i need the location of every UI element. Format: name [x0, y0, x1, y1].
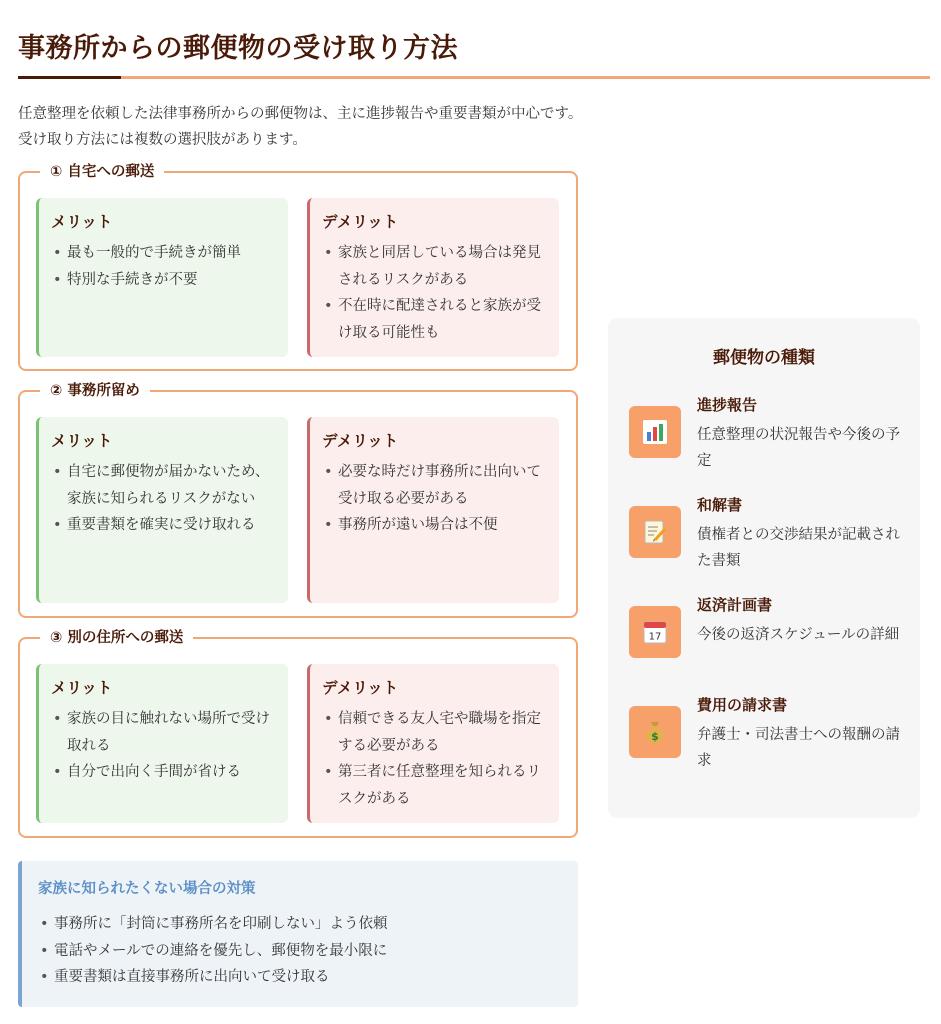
list-item: • 必要な時だけ事務所に出向いて受け取る必要がある — [322, 459, 547, 512]
mail-type-progress-report — [628, 394, 908, 484]
list-item: • 特別な手続きが不要 — [51, 267, 276, 294]
mail-types-sidebar — [608, 318, 920, 818]
money-bag-icon-glyph: $ — [651, 730, 659, 743]
list-item: • 家族と同居している場合は発見されるリスクがある — [322, 240, 547, 293]
sidebar-title: 郵便物の種類 — [713, 348, 815, 368]
method-label: ② 事務所留め — [40, 380, 150, 402]
mail-type-invoice — [628, 694, 908, 784]
list-item: • 家族の目に触れない場所で受け取れる — [51, 706, 276, 759]
list-item: • 第三者に任意整理を知られるリスクがある — [322, 759, 547, 812]
demerit-panel — [307, 664, 559, 823]
tips-title: 家族に知られたくない場合の対策 — [38, 881, 256, 897]
merit-panel — [36, 664, 288, 823]
mail-type-name: 返済計画書 — [697, 596, 773, 614]
mail-type-desc: 今後の返済スケジュールの詳細 — [697, 627, 900, 643]
demerit-title: デメリット — [322, 679, 399, 697]
page-title: 事務所からの郵便物の受け取り方法 — [18, 33, 458, 64]
merit-title: メリット — [51, 432, 113, 450]
merit-title: メリット — [51, 679, 113, 697]
mail-type-desc: 債権者との交渉結果が記載された書類 — [697, 527, 900, 569]
merit-title: メリット — [51, 213, 113, 231]
list-item: • 電話やメールでの連絡を優先し、郵便物を最小限に — [38, 938, 562, 965]
merit-list — [51, 706, 276, 786]
calendar-icon — [629, 606, 681, 658]
merit-panel — [36, 198, 288, 357]
money-bag-icon — [629, 706, 681, 758]
title-underline — [18, 76, 930, 79]
mail-type-name: 費用の請求書 — [697, 696, 788, 714]
bar-chart-icon — [629, 406, 681, 458]
list-item: • 不在時に配達されると家族が受け取る可能性も — [322, 293, 547, 346]
list-item: • 自分で出向く手間が省ける — [51, 759, 276, 786]
method-home-mail — [18, 164, 578, 371]
demerit-list — [322, 459, 547, 539]
demerit-title: デメリット — [322, 432, 399, 450]
mail-type-name: 和解書 — [697, 496, 743, 514]
intro-text: 任意整理を依頼した法律事務所からの郵便物は、主に進捗報告や重要書類が中心です。受け取り方法には複数の選択肢があります。 — [18, 106, 583, 148]
mail-type-name: 進捗報告 — [697, 396, 758, 414]
demerit-title: デメリット — [322, 213, 399, 231]
list-item: • 自宅に郵便物が届かないため、家族に知られるリスクがない — [51, 459, 276, 512]
method-alternate-address — [18, 630, 578, 838]
mail-type-repayment-plan — [628, 594, 908, 684]
list-item: • 事務所が遠い場合は不便 — [322, 512, 547, 539]
tips-list — [38, 911, 562, 991]
calendar-icon-glyph: 17 — [648, 631, 662, 643]
list-item: • 重要書類は直接事務所に出向いて受け取る — [38, 964, 562, 991]
memo-icon — [629, 506, 681, 558]
method-label: ① 自宅への郵送 — [40, 161, 164, 183]
mail-type-settlement — [628, 494, 908, 584]
merit-list — [51, 459, 276, 539]
list-item: • 最も一般的で手続きが簡単 — [51, 240, 276, 267]
method-office-hold — [18, 383, 578, 618]
mail-type-desc: 弁護士・司法書士への報酬の請求 — [697, 727, 900, 769]
method-label: ③ 別の住所への郵送 — [40, 627, 193, 649]
title-underline-accent — [18, 76, 121, 79]
privacy-tips-box — [18, 861, 578, 1007]
list-item: • 重要書類を確実に受け取れる — [51, 512, 276, 539]
merit-list — [51, 240, 276, 293]
demerit-panel — [307, 198, 559, 357]
demerit-panel — [307, 417, 559, 603]
list-item: • 信頼できる友人宅や職場を指定する必要がある — [322, 706, 547, 759]
demerit-list — [322, 240, 547, 346]
demerit-list — [322, 706, 547, 812]
mail-type-desc: 任意整理の状況報告や今後の予定 — [697, 427, 900, 469]
merit-panel — [36, 417, 288, 603]
list-item: • 事務所に「封筒に事務所名を印刷しない」よう依頼 — [38, 911, 562, 938]
